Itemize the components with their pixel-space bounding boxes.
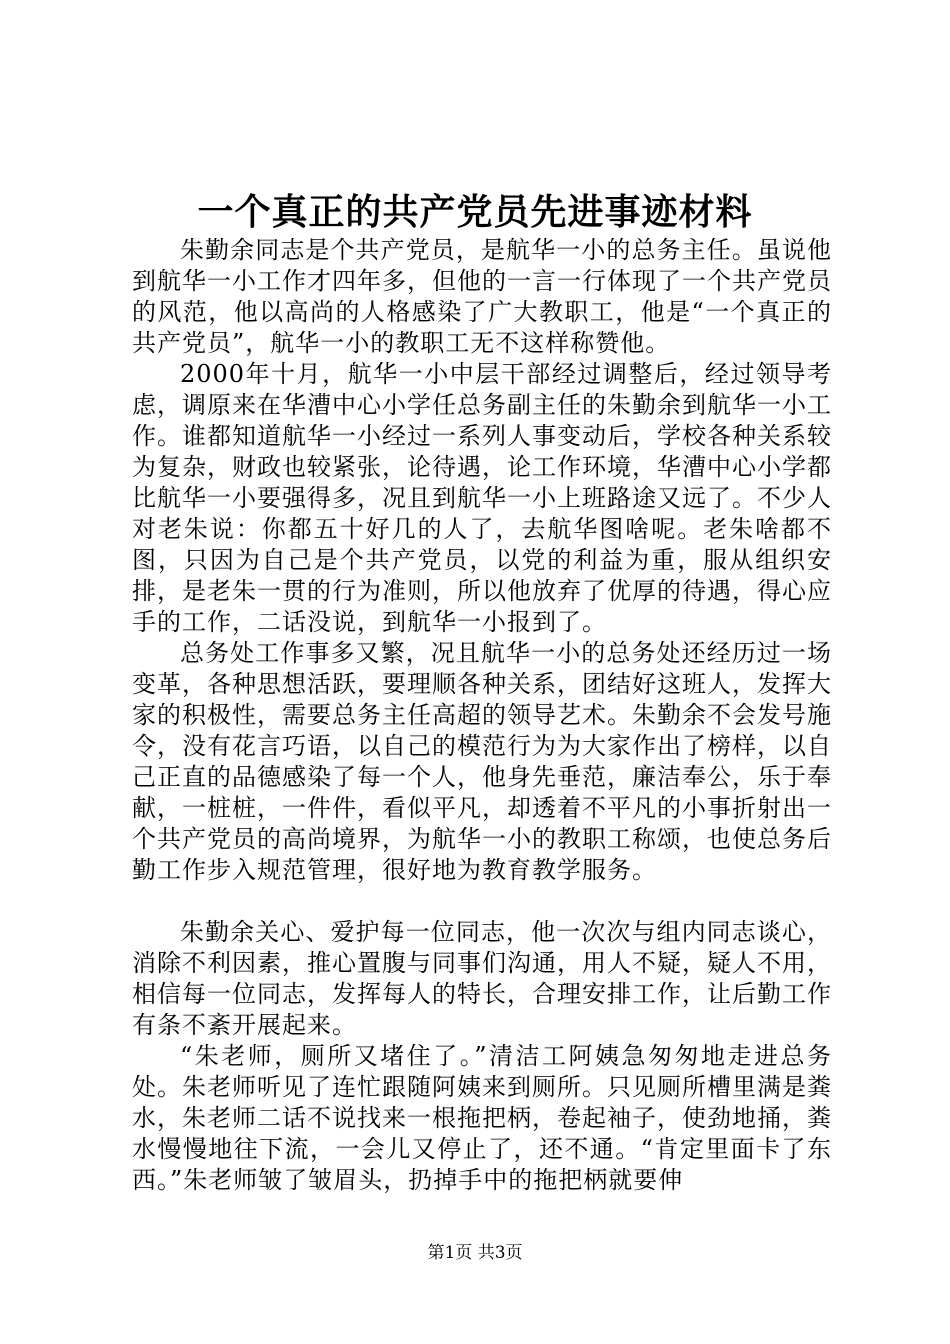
paragraph-4: 朱勤余关心、爱护每一位同志，他一次次与组内同志谈心，消除不利因素，推心置腹与同事们沟通，用人不疑，疑人不用，相信每一位同志，发挥每人的特长，合理安排工作，让后勤工作有条不紊开展起来。 xyxy=(132,918,832,1039)
paragraph-3: 总务处工作事多又繁，况且航华一小的总务处还经历过一场变革，各种思想活跃，要理顺各种关系，团结好这班人，发挥大家的积极性，需要总务主任高超的领导艺术。朱勤余不会发号施令，没有花言巧语，以自己的模范行为为大家作出了榜样，以自己正直的品德感染了每一个人，他身先垂范，廉洁奉公，乐于奉献，一桩桩，一件件，看似平凡，却透着不平凡的小事折射出一个共产党员的高尚境界，为航华一小的教职工称颂，也使总务后勤工作步入规范管理，很好地为教育教学服务。 xyxy=(132,639,832,884)
paragraph-1: 朱勤余同志是个共产党员，是航华一小的总务主任。虽说他到航华一小工作才四年多，但他的一言一行体现了一个共产党员的风范，他以高尚的人格感染了广大教职工，他是“一个真正的共产党员”，航华一小的教职工无不这样称赞他。 xyxy=(132,236,832,357)
document-body xyxy=(132,235,832,1196)
paragraph-gap xyxy=(132,886,832,917)
paragraph-2: 2000年十月，航华一小中层干部经过调整后，经过领导考虑，调原来在华漕中心小学任总务副主任的朱勤余到航华一小工作。谁都知道航华一小经过一系列人事变动后，学校各种关系较为复杂，财政也较紧张，论待遇，论工作环境，华漕中心小学都比航华一小要强得多，况且到航华一小上班路途又远了。不少人对老朱说：你都五十好几的人了，去航华图啥呢。老朱啥都不图，只因为自己是个共产党员，以党的利益为重，服从组织安排，是老朱一贯的行为准则，所以他放弃了优厚的待遇，得心应手的工作，二话没说，到航华一小报到了。 xyxy=(132,360,832,636)
paragraph-5: “朱老师，厕所又堵住了。”清洁工阿姨急匆匆地走进总务处。朱老师听见了连忙跟随阿姨来到厕所。只见厕所槽里满是粪水，朱老师二话不说找来一根拖把柄，卷起袖子，使劲地捅，粪水慢慢地往下流，一会儿又停止了，还不通。“肯定里面卡了东西。”朱老师皱了皱眉头，扔掉手中的拖把柄就要伸 xyxy=(132,1042,832,1194)
page-footer: 第1页 共3页 xyxy=(427,1243,523,1263)
document-title: 一个真正的共产党员先进事迹材料 xyxy=(197,191,753,233)
